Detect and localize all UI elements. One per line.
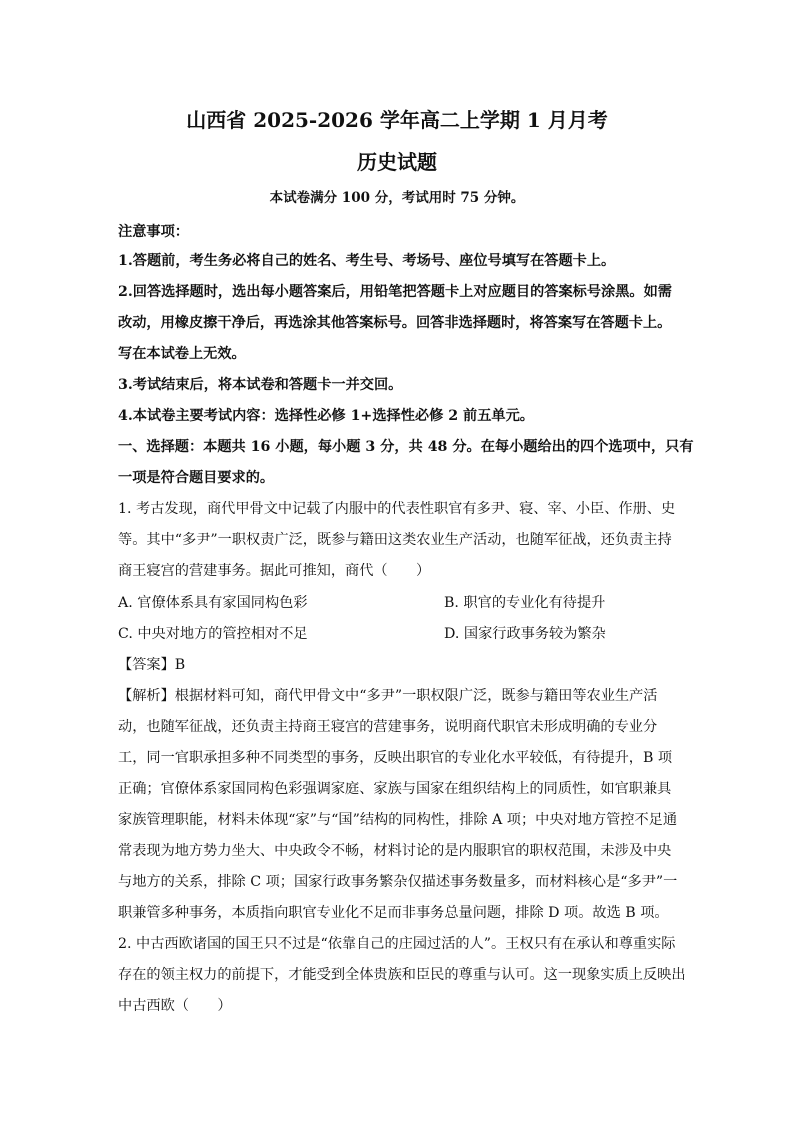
notes-heading: 注意事项： [118, 224, 189, 240]
note-item: 3.考试结束后，将本试卷和答题卡一并交回。 [118, 377, 403, 393]
analysis-text: 根据材料可知，商代甲骨文中“多尹”一职权限广泛，既参与籍田等农业生产活 [174, 688, 658, 704]
option-a: A. 官僚体系具有家国同构色彩 [118, 595, 308, 611]
analysis-first-line [118, 686, 657, 706]
note-item: 2.回答选择题时，选出每小题答案后，用铅笔把答题卡上对应题目的答案标号涂黑。如需 [118, 284, 672, 300]
analysis-text: 常表现为地方势力坐大、中央政令不畅，材料讨论的是内服职官的职权范围，未涉及中央 [118, 843, 672, 859]
analysis-text: 正确；官僚体系家国同构色彩强调家庭、家族与国家在组织结构上的同质性，如官职兼具 [118, 781, 672, 797]
analysis-text: 工，同一官职承担多种不同类型的事务，反映出职官的专业化水平较低，有待提升，B 项 [118, 750, 673, 766]
question-2-text: 2. 中古西欧诸国的国王只不过是“依靠自己的庄园过活的人”。王权只有在承认和尊重实际 [118, 936, 676, 952]
option-c: C. 中央对地方的管控相对不足 [118, 626, 308, 642]
answer: 【答案】B [118, 657, 186, 673]
analysis-label: 【解析】 [118, 688, 175, 704]
question-1-text: 商王寝宫的营建事务。据此可推知，商代（ ） [118, 563, 431, 579]
analysis-text: 动，也随军征战，还负责主持商王寝宫的营建事务，说明商代职官未形成明确的专业分 [118, 719, 658, 735]
analysis-text: 家族管理职能，材料未体现“家”与“国”结构的同构性，排除 A 项；中央对地方管控不足通 [118, 812, 678, 828]
question-2-text: 中古西欧（ ） [118, 998, 232, 1014]
note-item: 写在本试卷上无效。 [118, 346, 246, 362]
analysis-text: 与地方的关系，排除 C 项；国家行政事务繁杂仅描述事务数量多，而材料核心是“多尹”一 [118, 874, 678, 890]
question-1-text: 等。其中“多尹”一职权责广泛，既参与籍田这类农业生产活动，也随军征战，还负责主持 [118, 532, 672, 548]
exam-title: 山西省 2025-2026 学年高二上学期 1 月月考 [186, 108, 608, 132]
subject-title: 历史试题 [357, 150, 437, 174]
note-item: 1.答题前，考生务必将自己的姓名、考生号、考场号、座位号填写在答题卡上。 [118, 253, 616, 269]
option-b: B. 职官的专业化有待提升 [444, 595, 606, 611]
analysis-text: 职兼管多种事务，本质指向职官专业化不足而非事务总量问题，排除 D 项。故选 B 项。 [118, 905, 669, 921]
note-item: 4.本试卷主要考试内容：选择性必修 1+选择性必修 2 前五单元。 [118, 408, 534, 424]
section-heading-cont: 一项是符合题目要求的。 [118, 470, 275, 486]
option-d: D. 国家行政事务较为繁杂 [444, 626, 606, 642]
section-heading: 一、选择题：本题共 16 小题，每小题 3 分，共 48 分。在每小题给出的四个选项中，只有 [118, 439, 694, 455]
question-2-text: 存在的领主权力的前提下，才能受到全体贵族和臣民的尊重与认可。这一现象实质上反映出 [118, 967, 686, 983]
question-1-text: 1. 考古发现，商代甲骨文中记载了内服中的代表性职官有多尹、寝、宰、小臣、作册、史 [118, 501, 676, 517]
exam-info: 本试卷满分 100 分，考试用时 75 分钟。 [269, 190, 525, 206]
note-item: 改动，用橡皮擦干净后，再选涂其他答案标号。回答非选择题时，将答案写在答题卡上。 [118, 315, 672, 331]
